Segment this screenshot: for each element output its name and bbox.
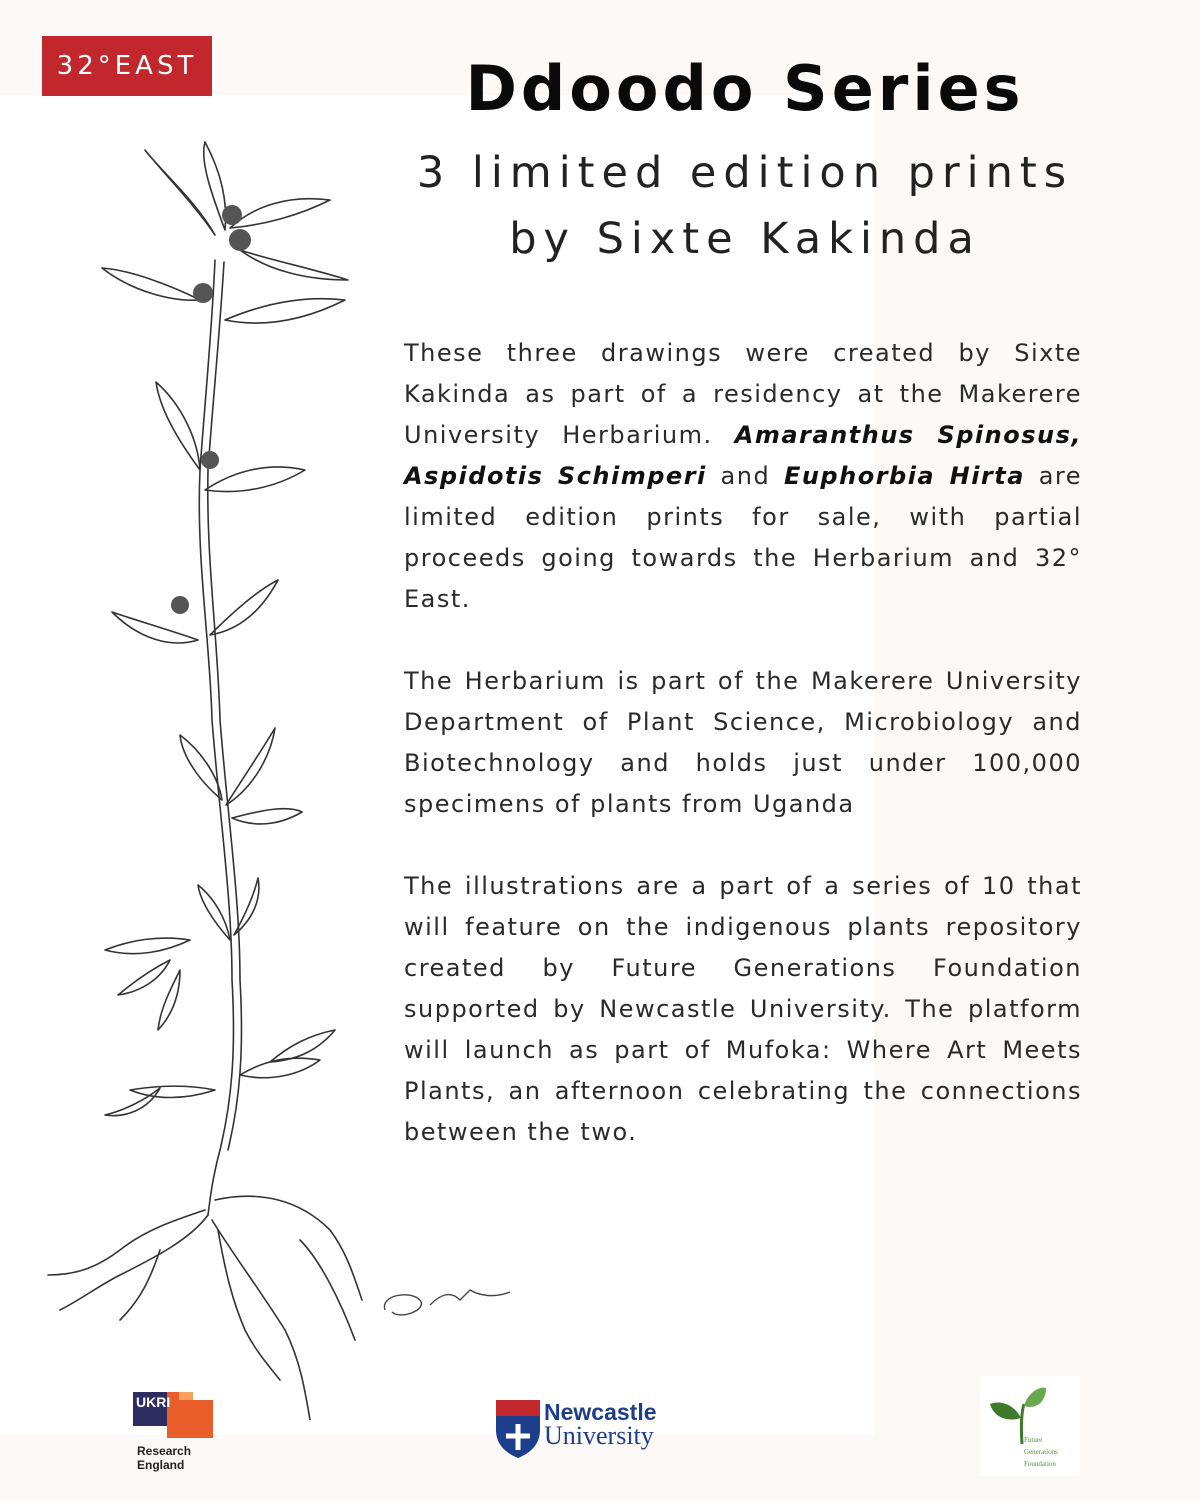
future-generations-foundation-logo	[980, 1376, 1080, 1476]
fgf-line-3: Foundation	[1024, 1460, 1056, 1468]
ukri-line-1: Research	[137, 1444, 192, 1458]
paragraph-1-end: are limited edition prints for sale, with partial proceeds going towards the Herbarium and 32° East.	[404, 462, 1083, 613]
subtitle-line-2: by Sixte Kakinda	[509, 214, 981, 264]
32-east-logo: 32°EAST	[42, 36, 212, 96]
newcastle-university-logo	[494, 1398, 684, 1464]
ukri-line-2: England	[137, 1458, 185, 1472]
species-names-1: Amaranthus Spinosus, Aspidotis Schimperi	[404, 421, 1083, 490]
newcastle-wordmark	[544, 1400, 657, 1448]
paragraph-1-and: and	[706, 462, 784, 490]
fgf-line-2: Generations	[1024, 1448, 1058, 1456]
description	[404, 333, 1082, 1194]
paragraph-series: The illustrations are a part of a series of 10 that will feature on the indigenous plants repository created by Future Generations Foundation supported by Newcastle University. The platform will launch as part of Mufoka: Where Art Meets Plants, an afternoon celebrating the connections between the two.	[404, 872, 1082, 1146]
ukri-research-england-logo	[133, 1392, 223, 1478]
svg-text:UKRI: UKRI	[136, 1394, 171, 1410]
page-title: Ddoodo Series	[465, 52, 1025, 125]
fgf-line-1: Future	[1024, 1436, 1043, 1444]
fgf-wordmark	[1024, 1434, 1058, 1470]
newcastle-line-2: University	[544, 1421, 654, 1450]
species-name-2: Euphorbia Hirta	[783, 462, 1025, 490]
paragraph-residency	[404, 333, 1082, 620]
paragraph-herbarium: The Herbarium is part of the Makerere University Department of Plant Science, Microbiology and Biotechnology and holds just under 100,000 specimens of plants from Uganda	[404, 667, 1082, 818]
paragraph-1-start: These three drawings were created by Sixte Kakinda as part of a residency at the Makerere University Herbarium.	[404, 339, 1082, 449]
ukri-text	[137, 1444, 191, 1472]
subtitle-line-1: 3 limited edition prints	[416, 148, 1074, 198]
newcastle-crest-icon	[494, 1398, 542, 1460]
newcastle-line-1: Newcastle	[544, 1399, 657, 1425]
ukri-mark-icon	[133, 1392, 213, 1438]
